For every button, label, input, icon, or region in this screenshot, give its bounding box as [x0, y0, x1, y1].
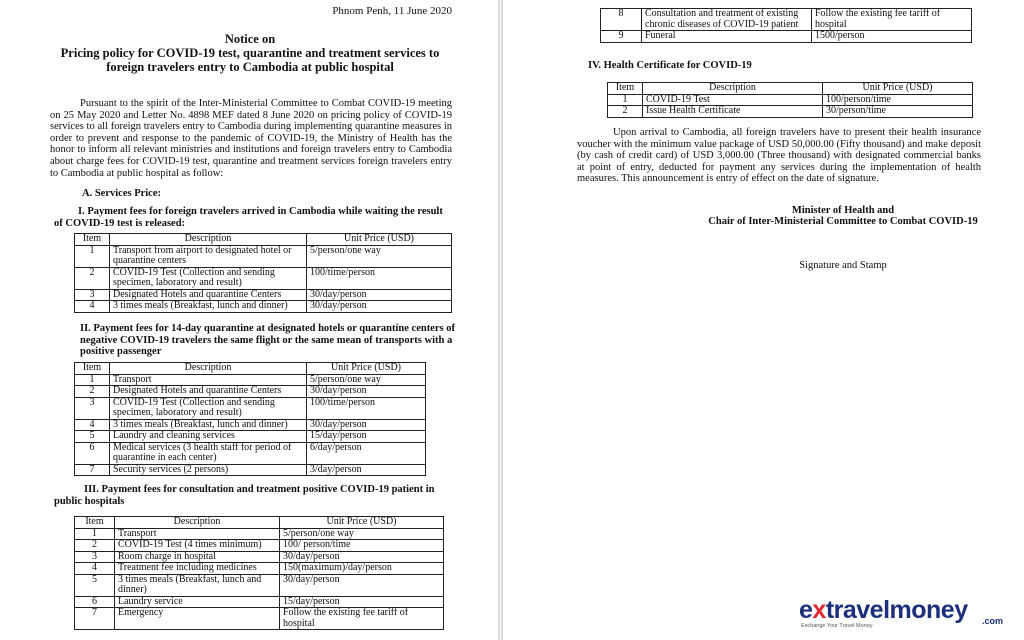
section-4-heading: IV. Health Certificate for COVID-19 — [588, 60, 752, 71]
unit-price-cell: 100/time/person — [307, 397, 426, 419]
unit-price-cell: 100/ person/time — [280, 540, 444, 552]
description-cell: COVID-19 Test (Collection and sending specimen, laboratory and result) — [110, 397, 307, 419]
item-cell: 2 — [75, 267, 110, 289]
unit-price-cell: 1500/person — [812, 31, 972, 43]
unit-price-cell: 30/person/time — [823, 106, 973, 118]
title-line-1: Notice on — [224, 32, 276, 46]
description-cell: Emergency — [115, 608, 280, 630]
table-row — [601, 31, 972, 43]
item-cell: 1 — [75, 374, 110, 386]
document-page-right — [503, 0, 1024, 640]
section-1-heading: I. Payment fees for foreign travelers arrived in Cambodia while waiting the result of COVID-19 test is released: — [54, 206, 443, 229]
unit-price-cell: Follow the existing fee tariff of hospital — [280, 608, 444, 630]
table-row — [601, 9, 972, 31]
item-cell: 2 — [75, 386, 110, 398]
description-cell: COVID-19 Test (4 times minimum) — [115, 540, 280, 552]
unit-price-cell: 15/day/person — [280, 596, 444, 608]
unit-price-cell: 30/day/person — [307, 289, 452, 301]
logo-wordmark: extravelmoney — [799, 596, 968, 624]
header-description: Description — [643, 83, 823, 95]
table-row — [75, 574, 444, 596]
table-row — [75, 464, 426, 476]
unit-price-cell: 6/day/person — [307, 442, 426, 464]
item-cell: 1 — [75, 245, 110, 267]
description-cell: Room charge in hospital — [115, 551, 280, 563]
description-cell: Transport — [115, 528, 280, 540]
item-cell: 5 — [75, 431, 110, 443]
table-row — [75, 442, 426, 464]
logo-domain: .com — [981, 616, 1003, 626]
item-cell: 7 — [75, 608, 115, 630]
header-description: Description — [115, 517, 280, 529]
header-item: Item — [75, 234, 110, 246]
table-row — [75, 528, 444, 540]
unit-price-cell: 30/day/person — [280, 551, 444, 563]
header-item: Item — [75, 517, 115, 529]
item-cell: 6 — [75, 442, 110, 464]
table-row — [75, 374, 426, 386]
table-row — [75, 267, 452, 289]
table-header-row — [75, 517, 444, 529]
description-cell: COVID-19 Test (Collection and sending specimen, laboratory and result) — [110, 267, 307, 289]
table-row — [75, 563, 444, 575]
description-cell: 3 times meals (Breakfast, lunch and dinner) — [110, 419, 307, 431]
table-row — [75, 608, 444, 630]
description-cell: Designated Hotels and quarantine Centers — [110, 289, 307, 301]
description-cell: Designated Hotels and quarantine Centers — [110, 386, 307, 398]
description-cell: 3 times meals (Breakfast, lunch and dinner) — [115, 574, 280, 596]
table-row — [75, 540, 444, 552]
unit-price-cell: 5/person/one way — [307, 245, 452, 267]
description-cell: Transport from airport to designated hotel or quarantine centers — [110, 245, 307, 267]
item-cell: 7 — [75, 464, 110, 476]
unit-price-cell: 3/day/person — [307, 464, 426, 476]
description-cell: Consultation and treatment of existing chronic diseases of COVID-19 patient — [642, 9, 812, 31]
unit-price-cell: 100/person/time — [823, 94, 973, 106]
unit-price-cell: 100/time/person — [307, 267, 452, 289]
table-row — [75, 245, 452, 267]
unit-price-cell: 150(maximum)/day/person — [280, 563, 444, 575]
item-cell: 3 — [75, 397, 110, 419]
unit-price-cell: Follow the existing fee tariff of hospital — [812, 9, 972, 31]
title-line-3: foreign travelers entry to Cambodia at public hospital — [106, 60, 394, 74]
table-row — [75, 419, 426, 431]
document-page-left — [0, 0, 498, 640]
table-row — [75, 397, 426, 419]
item-cell: 3 — [75, 551, 115, 563]
logo-tagline: Exchange Your Travel Money — [801, 623, 873, 629]
unit-price-cell: 5/person/one way — [280, 528, 444, 540]
header-unit-price: Unit Price (USD) — [823, 83, 973, 95]
header-unit-price: Unit Price (USD) — [307, 234, 452, 246]
header-unit-price: Unit Price (USD) — [307, 363, 426, 375]
description-cell: Laundry service — [115, 596, 280, 608]
section-a-heading: A. Services Price: — [82, 188, 162, 199]
signer-line-2: Chair of Inter-Ministerial Committee to Combat COVID-19 — [708, 216, 978, 227]
description-cell: COVID-19 Test — [643, 94, 823, 106]
header-description: Description — [110, 234, 307, 246]
unit-price-cell: 30/day/person — [307, 386, 426, 398]
section-3-heading: III. Payment fees for consultation and treatment positive COVID-19 patient in public hospitals — [54, 484, 435, 507]
item-cell: 8 — [601, 9, 642, 31]
description-cell: 3 times meals (Breakfast, lunch and dinner) — [110, 301, 307, 313]
signature-and-stamp: Signature and Stamp — [799, 260, 887, 271]
item-cell: 5 — [75, 574, 115, 596]
fee-table-1 — [74, 233, 452, 313]
description-cell: Security services (2 persons) — [110, 464, 307, 476]
unit-price-cell: 5/person/one way — [307, 374, 426, 386]
table-header-row — [608, 83, 973, 95]
section-2-heading: II. Payment fees for 14-day quarantine at designated hotels or quarantine centers of negative COVID-19 travelers the same flight or the same mean of transports with a positive passenger — [80, 323, 455, 357]
fee-table-2 — [74, 362, 426, 476]
table-row — [608, 94, 973, 106]
table-header-row — [75, 363, 426, 375]
header-item: Item — [75, 363, 110, 375]
table-row — [75, 386, 426, 398]
item-cell: 4 — [75, 419, 110, 431]
header-unit-price: Unit Price (USD) — [280, 517, 444, 529]
unit-price-cell: 30/day/person — [307, 419, 426, 431]
item-cell: 1 — [608, 94, 643, 106]
item-cell: 2 — [75, 540, 115, 552]
description-cell: Issue Health Certificate — [643, 106, 823, 118]
notice-date: Phnom Penh, 11 June 2020 — [332, 5, 452, 17]
item-cell: 2 — [608, 106, 643, 118]
header-description: Description — [110, 363, 307, 375]
header-item: Item — [608, 83, 643, 95]
description-cell: Funeral — [642, 31, 812, 43]
signer-title — [683, 205, 1003, 227]
item-cell: 3 — [75, 289, 110, 301]
extravelmoney-logo — [799, 597, 1007, 633]
item-cell: 1 — [75, 528, 115, 540]
title-line-2: Pricing policy for COVID-19 test, quarantine and treatment services to — [60, 46, 440, 60]
table-row — [75, 431, 426, 443]
intro-paragraph: Pursuant to the spirit of the Inter-Ministerial Committee to Combat COVID-19 meeting on 25 May 2020 and Letter No. 4898 MEF dated 8 June 2020 on pricing policy of COVID-19 services to all foreign travelers entry to Cambodia during implementing quarantine measures in order to prevent and response to the pandemic of COVID-19, the Ministry of Health has the honor to inform all relevant ministries and institutions and foreign travelers entry to Cambodia about charge fees for COVID-19 test, quarantine and treatment services foreign travelers entry to Cambodia at public hospital as follow: — [50, 98, 452, 179]
description-cell: Treatment fee including medicines — [115, 563, 280, 575]
item-cell: 4 — [75, 301, 110, 313]
fee-table-3 — [74, 516, 444, 630]
description-cell: Laundry and cleaning services — [110, 431, 307, 443]
signer-line-1: Minister of Health and — [791, 205, 895, 216]
description-cell: Medical services (3 health staff for period of quarantine in each center) — [110, 442, 307, 464]
item-cell: 4 — [75, 563, 115, 575]
item-cell: 9 — [601, 31, 642, 43]
insurance-paragraph: Upon arrival to Cambodia, all foreign travelers have to present their health insurance voucher with the minimum value package of USD 50,000.00 (Fifty thousand) and make deposit (by cash of credit card) of USD 3,000.00 (Three thousand) with designated commercial banks at point of entry, deducted for payment any services during the implementation of health measures. This announcement is entry of effect on the date of signature. — [577, 127, 981, 185]
fee-table-3-continued — [600, 8, 972, 43]
table-row — [75, 596, 444, 608]
fee-table-4 — [607, 82, 973, 118]
unit-price-cell: 15/day/person — [307, 431, 426, 443]
table-row — [75, 301, 452, 313]
description-cell: Transport — [110, 374, 307, 386]
table-row — [608, 106, 973, 118]
table-row — [75, 289, 452, 301]
table-row — [75, 551, 444, 563]
unit-price-cell: 30/day/person — [307, 301, 452, 313]
notice-title — [40, 32, 460, 74]
table-header-row — [75, 234, 452, 246]
item-cell: 6 — [75, 596, 115, 608]
unit-price-cell: 30/day/person — [280, 574, 444, 596]
